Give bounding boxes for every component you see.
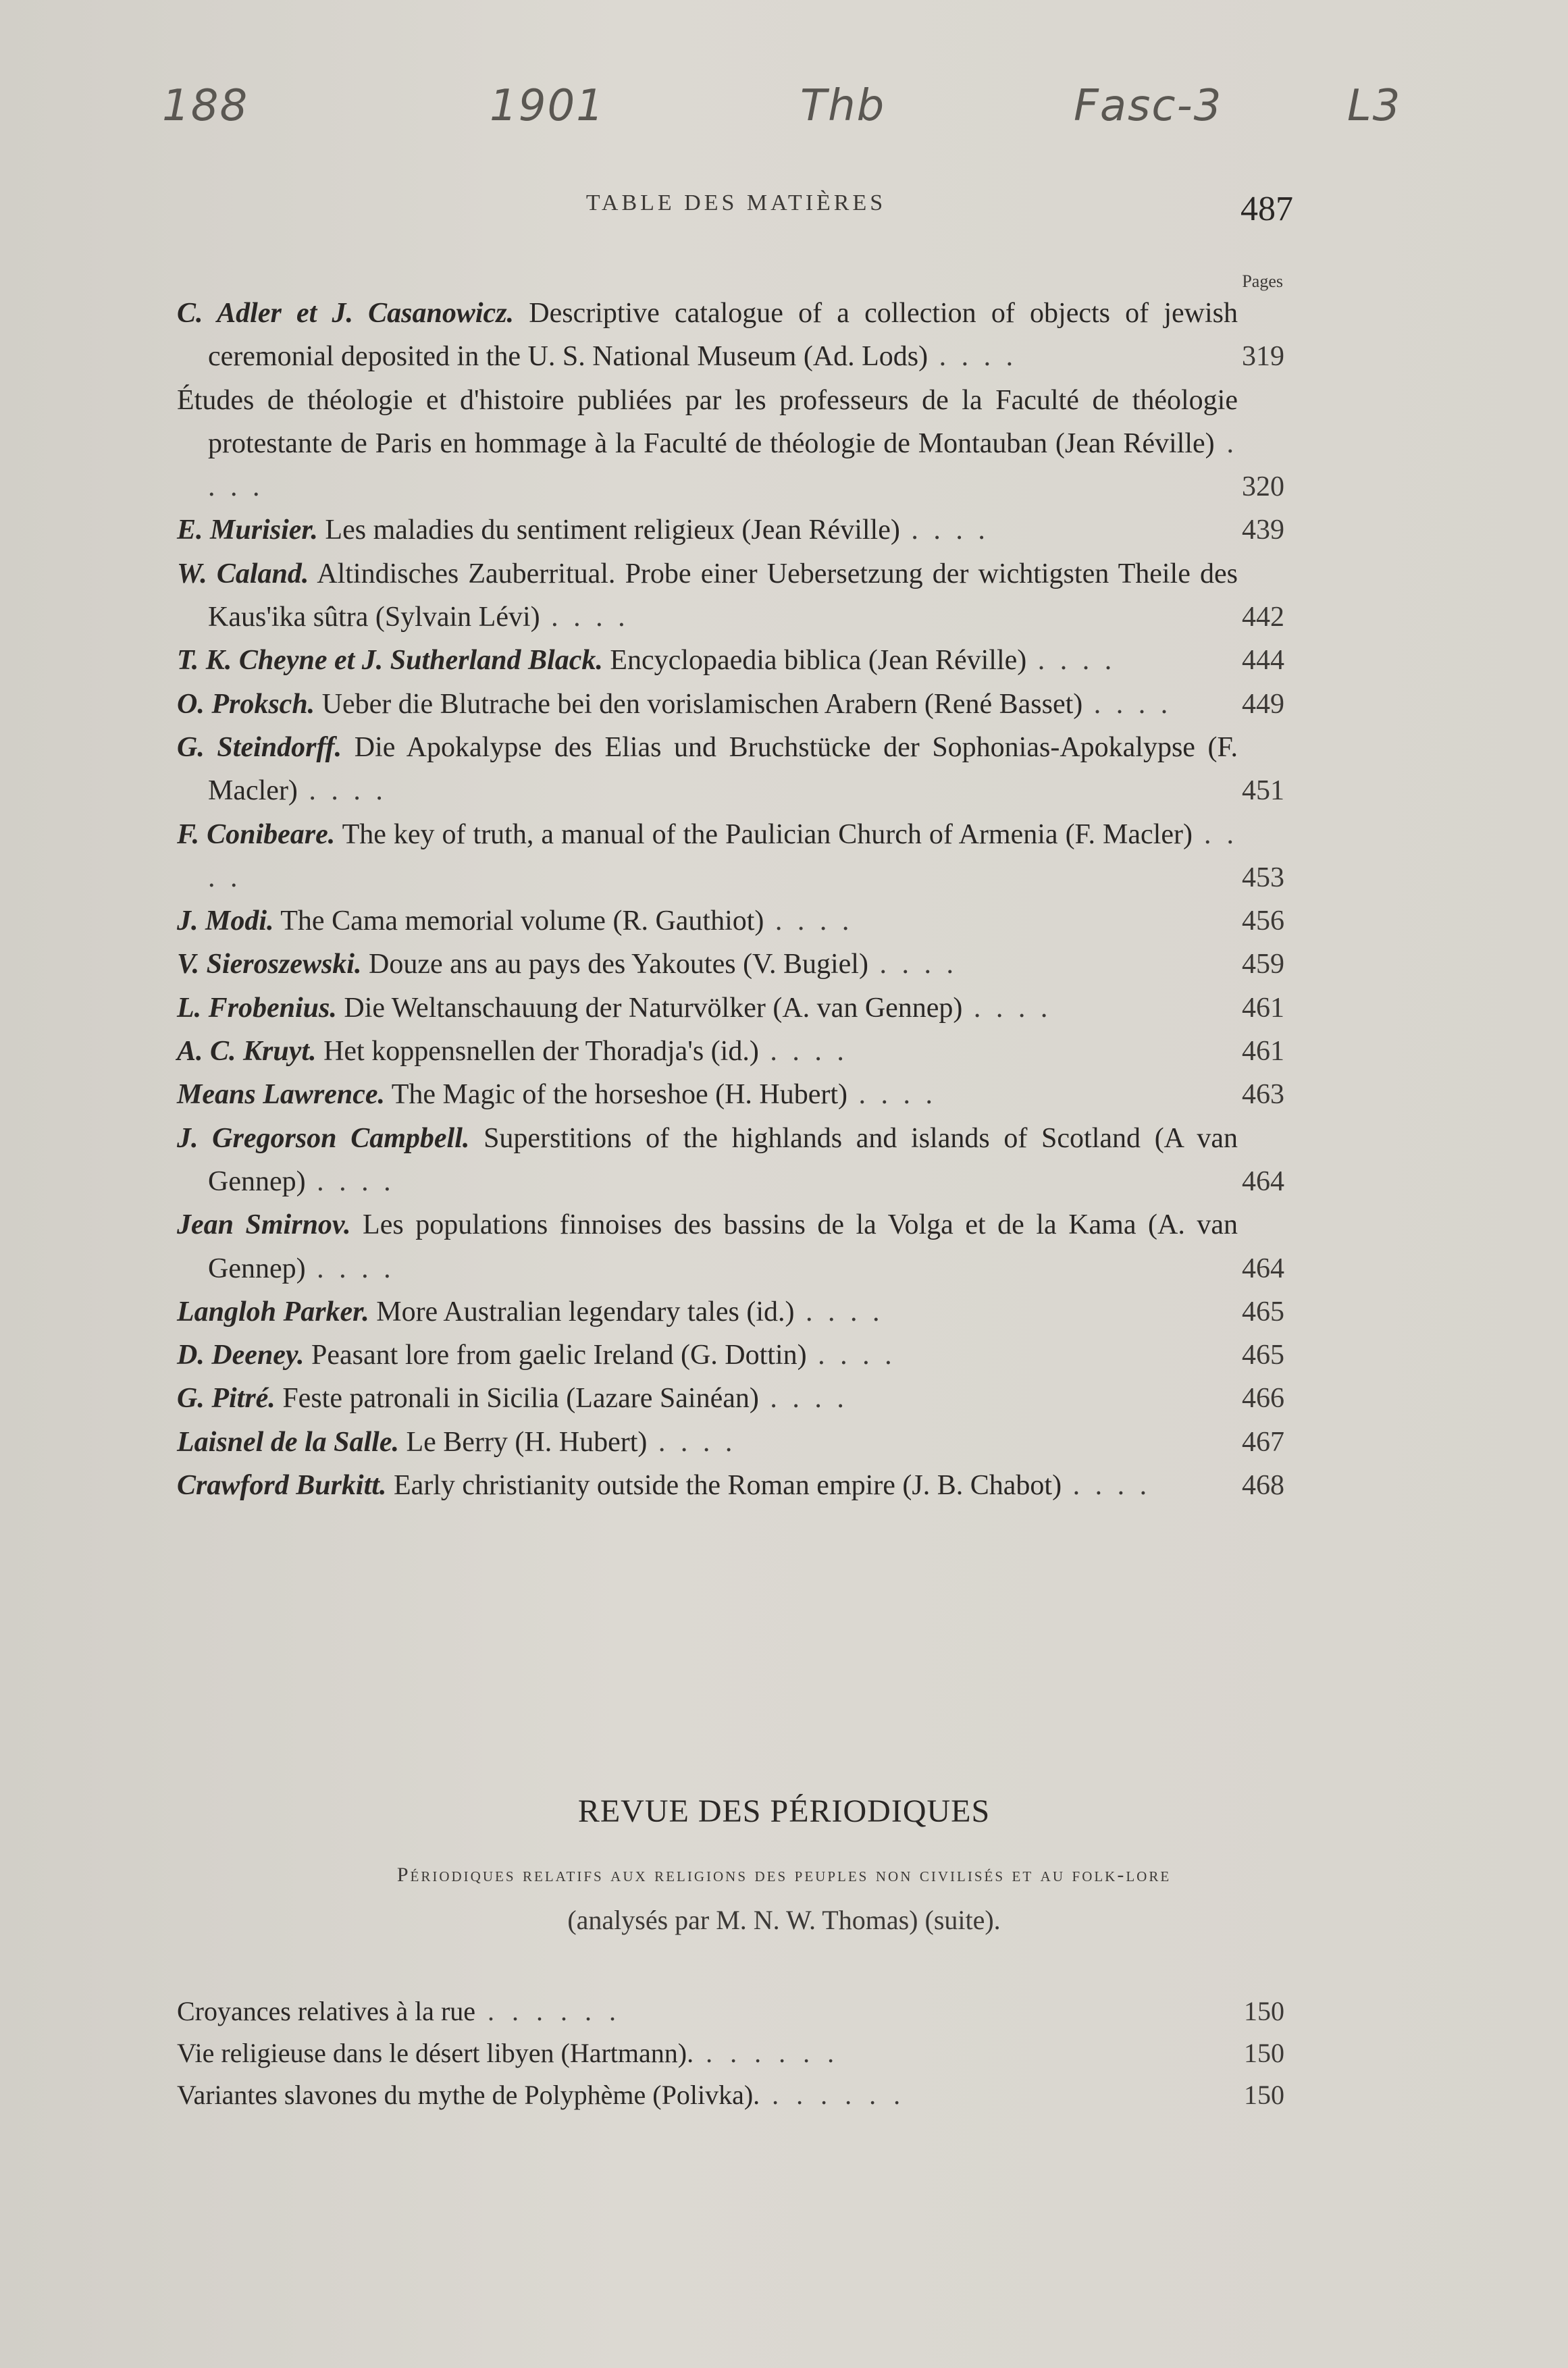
periodical-title: Variantes slavones du mythe de Polyphème (Polivka). (177, 2080, 760, 2110)
handwritten-note-2: 1901 (490, 81, 605, 131)
toc-entry-page: 465 (1242, 1296, 1284, 1327)
periodical-title: Vie religieuse dans le désert libyen (Hartmann). (177, 2038, 694, 2068)
toc-entry-title: Le Berry (H. Hubert) (406, 1426, 648, 1458)
toc-entry (177, 1464, 1284, 1507)
dot-leader: . . . . (764, 905, 854, 937)
dot-leader: . . . . (647, 1426, 737, 1458)
running-header: TABLE DES MATIÈRES (585, 190, 887, 215)
toc-entry-title: Ueber die Blutrache bei den vorislamischen Arabern (René Basset) (321, 688, 1083, 720)
toc-entry (177, 1117, 1284, 1204)
toc-entry-title: Het koppensnellen der Thoradja's (id.) (323, 1036, 759, 1068)
pages-column-label: Pages (1242, 271, 1283, 291)
toc-entry-author: J. Gregorson Campbell. (177, 1122, 470, 1154)
toc-entry-page: 463 (1242, 1079, 1284, 1111)
periodical-entry (177, 2032, 1284, 2074)
toc-entry (177, 986, 1284, 1030)
toc-entry-title: Peasant lore from gaelic Ireland (G. Dottin) (311, 1340, 807, 1371)
dot-leader: . . . . (962, 992, 1052, 1024)
toc-entry-title: Altindisches Zauberritual. Probe einer Uebersetzung der wichtigsten Theile des Kaus'ika sûtra (Sylvain Lévi) (208, 558, 1238, 633)
table-of-contents (177, 292, 1284, 1507)
handwritten-note-3: Thb (800, 81, 886, 131)
toc-entry-author: Crawford Burkitt. (177, 1470, 387, 1502)
toc-entry-title: Les populations finnoises des bassins de la Volga et de la Kama (A. van Gennep) (208, 1209, 1238, 1284)
toc-entry-title: Die Apokalypse des Elias und Bruchstücke der Sophonias-Apokalypse (F. Macler) (208, 731, 1238, 807)
toc-entry-author: T. K. Cheyne et J. Sutherland Black. (177, 645, 603, 677)
toc-entry-text (177, 1073, 1238, 1116)
dot-leader: . . . . (928, 341, 1018, 373)
dot-leader: . . . . . . (694, 2038, 840, 2068)
toc-entry (177, 683, 1284, 726)
toc-entry (177, 1030, 1284, 1073)
toc-entry (177, 1203, 1284, 1290)
toc-entry-title: The key of truth, a manual of the Paulician Church of Armenia (F. Macler) (342, 818, 1193, 850)
toc-entry-page: 319 (1242, 341, 1284, 373)
toc-entry-author: C. Adler et J. Casanowicz. (177, 298, 515, 329)
section-subtitle: Périodiques relatifs aux religions des peuples non civilisés et au folk-lore (396, 1864, 1172, 1886)
toc-entry-text (177, 986, 1238, 1030)
dot-leader: . . . . (1026, 645, 1116, 677)
toc-entry-text (177, 379, 1238, 509)
dot-leader: . . . . . . (760, 2080, 906, 2110)
toc-entry-author: Laisnel de la Salle. (177, 1426, 399, 1458)
toc-entry (177, 379, 1284, 509)
toc-entry-title: Descriptive catalogue of a collection of objects of jewish ceremonial deposited in the U. S. National Museum (Ad. Lods) (208, 298, 1238, 373)
toc-entry-title: Feste patronali in Sicilia (Lazare Sainéan) (282, 1383, 759, 1415)
toc-entry-text (177, 1377, 1238, 1420)
toc-entry-title: Superstitions of the highlands and islands of Scotland (A van Gennep) (208, 1122, 1238, 1197)
toc-entry-text (177, 639, 1238, 682)
toc-entry (177, 1334, 1284, 1377)
toc-entry-author: Langloh Parker. (177, 1296, 369, 1327)
periodical-entry (177, 2074, 1284, 2116)
toc-entry (177, 1290, 1284, 1334)
toc-entry-author: F. Conibeare. (177, 818, 336, 850)
dot-leader: . . . . (1082, 688, 1172, 720)
dot-leader: . . . . (758, 1383, 848, 1415)
toc-entry-text (177, 1117, 1238, 1204)
section-title: REVUE DES PÉRIODIQUES (577, 1793, 991, 1829)
toc-entry-title: Les maladies du sentiment religieux (Jean Réville) (325, 515, 900, 546)
toc-entry (177, 508, 1284, 552)
toc-entry-text (177, 1464, 1238, 1507)
toc-entry-title: The Magic of the horseshoe (H. Hubert) (391, 1079, 848, 1111)
toc-entry-title: The Cama memorial volume (R. Gauthiot) (280, 905, 764, 937)
toc-entry-text (177, 1421, 1238, 1464)
toc-entry-text (177, 726, 1238, 813)
toc-entry-text (177, 943, 1238, 986)
handwritten-note-5: L3 (1347, 81, 1402, 131)
toc-entry-title: More Australian legendary tales (id.) (376, 1296, 795, 1327)
periodicals-list (177, 1991, 1284, 2116)
dot-leader: . . . . (806, 1340, 896, 1371)
toc-entry (177, 1421, 1284, 1464)
toc-entry-page: 453 (1242, 862, 1284, 893)
toc-entry-page: 464 (1242, 1165, 1284, 1197)
toc-entry-text (177, 552, 1238, 639)
toc-entry (177, 813, 1284, 900)
toc-entry-text (177, 899, 1238, 943)
periodical-page: 150 (1244, 1996, 1284, 2026)
toc-entry-author: A. C. Kruyt. (177, 1036, 317, 1068)
toc-entry-page: 468 (1242, 1470, 1284, 1502)
toc-entry-page: 456 (1242, 905, 1284, 937)
toc-entry (177, 1073, 1284, 1116)
dot-leader: . . . . (540, 602, 629, 633)
dot-leader: . . . . (794, 1296, 884, 1327)
toc-entry-text (177, 508, 1238, 552)
dot-leader: . . . . (305, 1165, 395, 1197)
dot-leader: . . . . (868, 949, 958, 980)
toc-entry (177, 899, 1284, 943)
toc-entry-author: O. Proksch. (177, 688, 315, 720)
periodical-page: 150 (1244, 2080, 1284, 2110)
toc-entry-page: 444 (1242, 645, 1284, 677)
dot-leader: . . . . (208, 818, 1238, 893)
periodical-title: Croyances relatives à la rue (177, 1996, 476, 2026)
toc-entry-page: 449 (1242, 688, 1284, 720)
toc-entry-text (177, 813, 1238, 900)
toc-entry-page: 320 (1242, 471, 1284, 503)
toc-entry-title: Études de théologie et d'histoire publiées par les professeurs de la Faculté de théologie protestante de Paris en hommage à la Faculté de théologie de Montauban (Jean Réville) (177, 384, 1238, 459)
toc-entry-page: 442 (1242, 602, 1284, 633)
toc-entry-page: 459 (1242, 949, 1284, 980)
periodical-title-line (177, 2032, 839, 2074)
dot-leader: . . . . (899, 515, 989, 546)
toc-entry-author: D. Deeney. (177, 1340, 305, 1371)
toc-entry-author: J. Modi. (177, 905, 274, 937)
dot-leader: . . . . (1062, 1470, 1151, 1502)
section-subtitle-credit: (analysés par M. N. W. Thomas) (suite). (567, 1905, 1001, 1935)
toc-entry-page: 451 (1242, 775, 1284, 807)
toc-entry-author: L. Frobenius. (177, 992, 337, 1024)
page-number: 487 (1240, 190, 1293, 228)
toc-entry (177, 1377, 1284, 1420)
toc-entry-text (177, 1334, 1238, 1377)
periodical-entry (177, 1991, 1284, 2032)
dot-leader: . . . . . . (475, 1996, 622, 2026)
toc-entry-page: 461 (1242, 992, 1284, 1024)
toc-entry-page: 439 (1242, 515, 1284, 546)
toc-entry-page: 466 (1242, 1383, 1284, 1415)
dot-leader: . . . . (208, 427, 1238, 503)
periodical-title-line (177, 2074, 906, 2116)
toc-entry-title: Die Weltanschauung der Naturvölker (A. van Gennep) (344, 992, 963, 1024)
handwritten-note-1: 188 (162, 81, 249, 131)
toc-entry-page: 461 (1242, 1036, 1284, 1068)
toc-entry (177, 292, 1284, 379)
toc-entry-author: Jean Smirnov. (177, 1209, 351, 1241)
toc-entry-author: E. Murisier. (177, 515, 318, 546)
dot-leader: . . . . (847, 1079, 937, 1111)
toc-entry (177, 639, 1284, 682)
toc-entry-title: Early christianity outside the Roman empire (J. B. Chabot) (393, 1470, 1062, 1502)
toc-entry-text (177, 1290, 1238, 1334)
toc-entry-title: Douze ans au pays des Yakoutes (V. Bugiel) (368, 949, 868, 980)
periodical-page: 150 (1244, 2038, 1284, 2068)
toc-entry-author: Means Lawrence. (177, 1079, 385, 1111)
periodical-title-line (177, 1991, 621, 2032)
dot-leader: . . . . (758, 1036, 848, 1068)
toc-entry-author: G. Steindorff. (177, 731, 342, 763)
toc-entry-author: G. Pitré. (177, 1383, 276, 1415)
toc-entry (177, 726, 1284, 813)
toc-entry-page: 467 (1242, 1426, 1284, 1458)
toc-entry-text (177, 1030, 1238, 1073)
toc-entry-title: Encyclopaedia biblica (Jean Réville) (610, 645, 1027, 677)
toc-entry-author: W. Caland. (177, 558, 309, 589)
toc-entry-author: V. Sieroszewski. (177, 949, 362, 980)
dot-leader: . . . . (305, 1253, 395, 1284)
handwritten-note-4: Fasc-3 (1074, 81, 1223, 131)
toc-entry-text (177, 292, 1238, 379)
toc-entry-text (177, 683, 1238, 726)
toc-entry-page: 464 (1242, 1253, 1284, 1284)
toc-entry (177, 943, 1284, 986)
toc-entry-text (177, 1203, 1238, 1290)
toc-entry-page: 465 (1242, 1340, 1284, 1371)
dot-leader: . . . . (297, 775, 387, 807)
toc-entry (177, 552, 1284, 639)
